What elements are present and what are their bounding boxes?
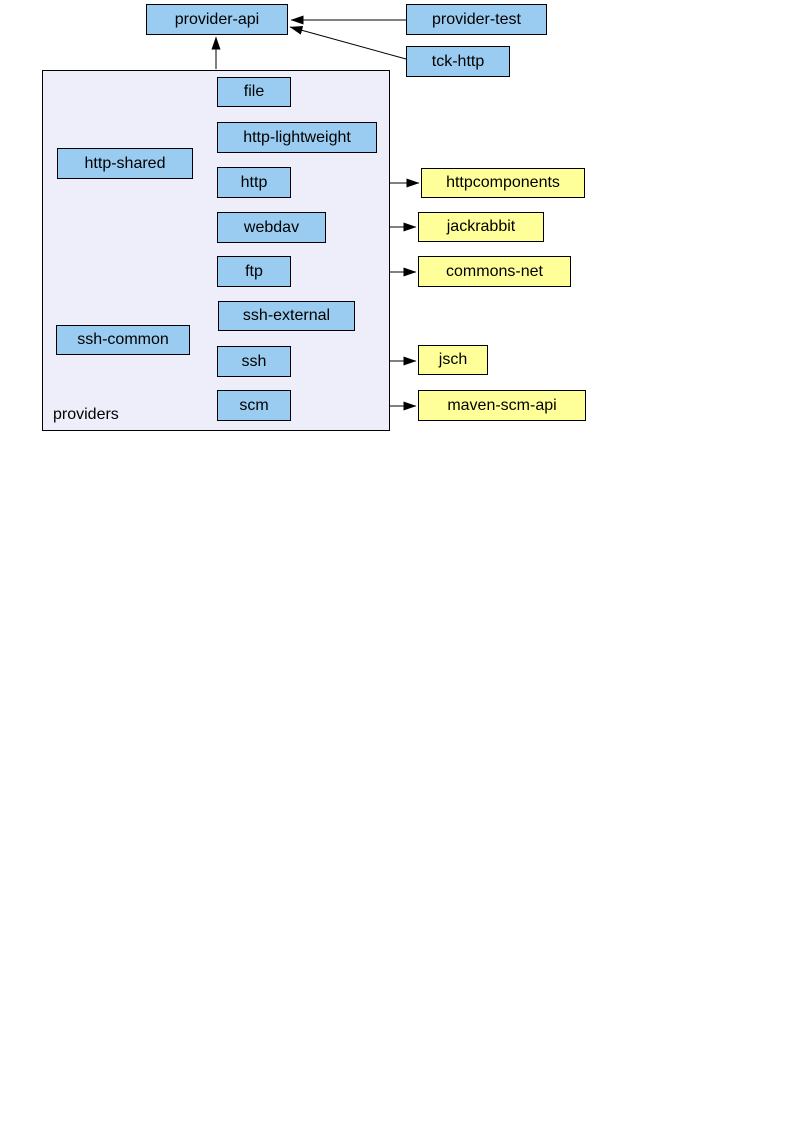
- node-commons-net: commons-net: [418, 256, 571, 287]
- node-tck-http: tck-http: [406, 46, 510, 77]
- node-jsch: jsch: [418, 345, 488, 375]
- edge-tck-http-to-provider-api: [290, 27, 406, 59]
- node-provider-test: provider-test: [406, 4, 547, 35]
- node-file: file: [217, 77, 291, 107]
- node-http-lightweight: http-lightweight: [217, 122, 377, 153]
- node-webdav: webdav: [217, 212, 326, 243]
- providers-cluster-label: providers: [53, 406, 119, 423]
- node-ssh-external: ssh-external: [218, 301, 355, 331]
- node-httpcomponents: httpcomponents: [421, 168, 585, 198]
- node-scm: scm: [217, 390, 291, 421]
- node-http: http: [217, 167, 291, 198]
- node-http-shared: http-shared: [57, 148, 193, 179]
- node-ssh: ssh: [217, 346, 291, 377]
- node-ssh-common: ssh-common: [56, 325, 190, 355]
- node-maven-scm-api: maven-scm-api: [418, 390, 586, 421]
- node-provider-api: provider-api: [146, 4, 288, 35]
- node-ftp: ftp: [217, 256, 291, 287]
- node-jackrabbit: jackrabbit: [418, 212, 544, 242]
